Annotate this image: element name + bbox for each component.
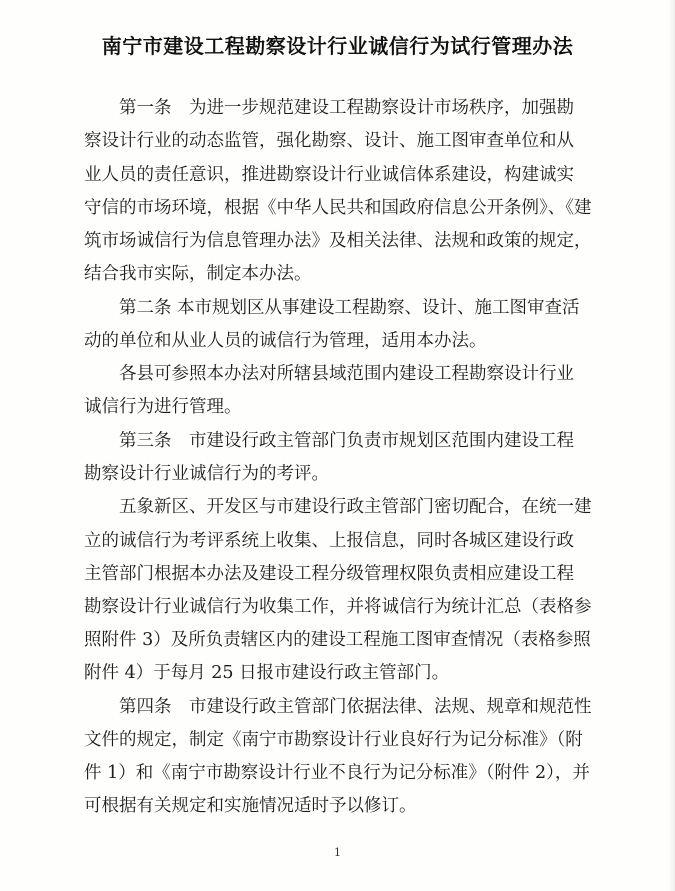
body-line: 守信的市场环境，根据《中华人民共和国政府信息公开条例》、《建 <box>84 198 592 218</box>
body-line: 业人员的责任意识，推进勘察设计行业诚信体系建设，构建诚实 <box>84 165 574 185</box>
body-line: 第四条 市建设行政主管部门依据法律、法规、规章和规范性 <box>84 697 592 717</box>
body-line: 结合我市实际，制定本办法。 <box>84 264 312 284</box>
body-line: 勘察设计行业诚信行为的考评。 <box>84 464 329 484</box>
body-line: 第三条 市建设行政主管部门负责市规划区范围内建设工程 <box>84 431 574 451</box>
body-line: 主管部门根据本办法及建设工程分级管理权限负责相应建设工程 <box>84 564 574 584</box>
body-line: 附件 4）于每月 25 日报市建设行政主管部门。 <box>84 663 450 683</box>
body-line: 第二条 本市规划区从事建设工程勘察、设计、施工图审查活 <box>84 298 580 318</box>
document-title: 南宁市建设工程勘察设计行业诚信行为试行管理办法 <box>101 34 574 58</box>
body-line: 立的诚信行为考评系统上收集、上报信息，同时各城区建设行政 <box>84 531 574 551</box>
page-edge-shadow <box>669 0 675 891</box>
body-line: 件 1）和《南宁市勘察设计行业不良行为记分标准》（附件 2），并 <box>84 763 590 783</box>
body-line: 察设计行业的动态监管，强化勘察、设计、施工图审查单位和从 <box>84 131 574 151</box>
body-line: 筑市场诚信行为信息管理办法》及相关法律、法规和政策的规定， <box>84 231 592 251</box>
body-line: 照附件 3）及所负责辖区内的建设工程施工图审查情况（表格参照 <box>84 630 591 650</box>
body-line: 勘察设计行业诚信行为收集工作，并将诚信行为统计汇总（表格参 <box>84 597 592 617</box>
body-line: 可根据有关规定和实施情况适时予以修订。 <box>84 796 417 816</box>
body-line: 五象新区、开发区与市建设行政主管部门密切配合，在统一建 <box>84 497 592 517</box>
page-number: 1 <box>334 846 341 859</box>
body-line: 诚信行为进行管理。 <box>84 397 242 417</box>
body-line: 第一条 为进一步规范建设工程勘察设计市场秩序，加强勘 <box>84 98 574 118</box>
body-line: 文件的规定，制定《南宁市勘察设计行业良好行为记分标准》（附 <box>84 730 583 750</box>
body-line: 动的单位和从业人员的诚信行为管理，适用本办法。 <box>84 331 487 351</box>
body-line: 各县可参照本办法对所辖县域范围内建设工程勘察设计行业 <box>84 364 574 384</box>
